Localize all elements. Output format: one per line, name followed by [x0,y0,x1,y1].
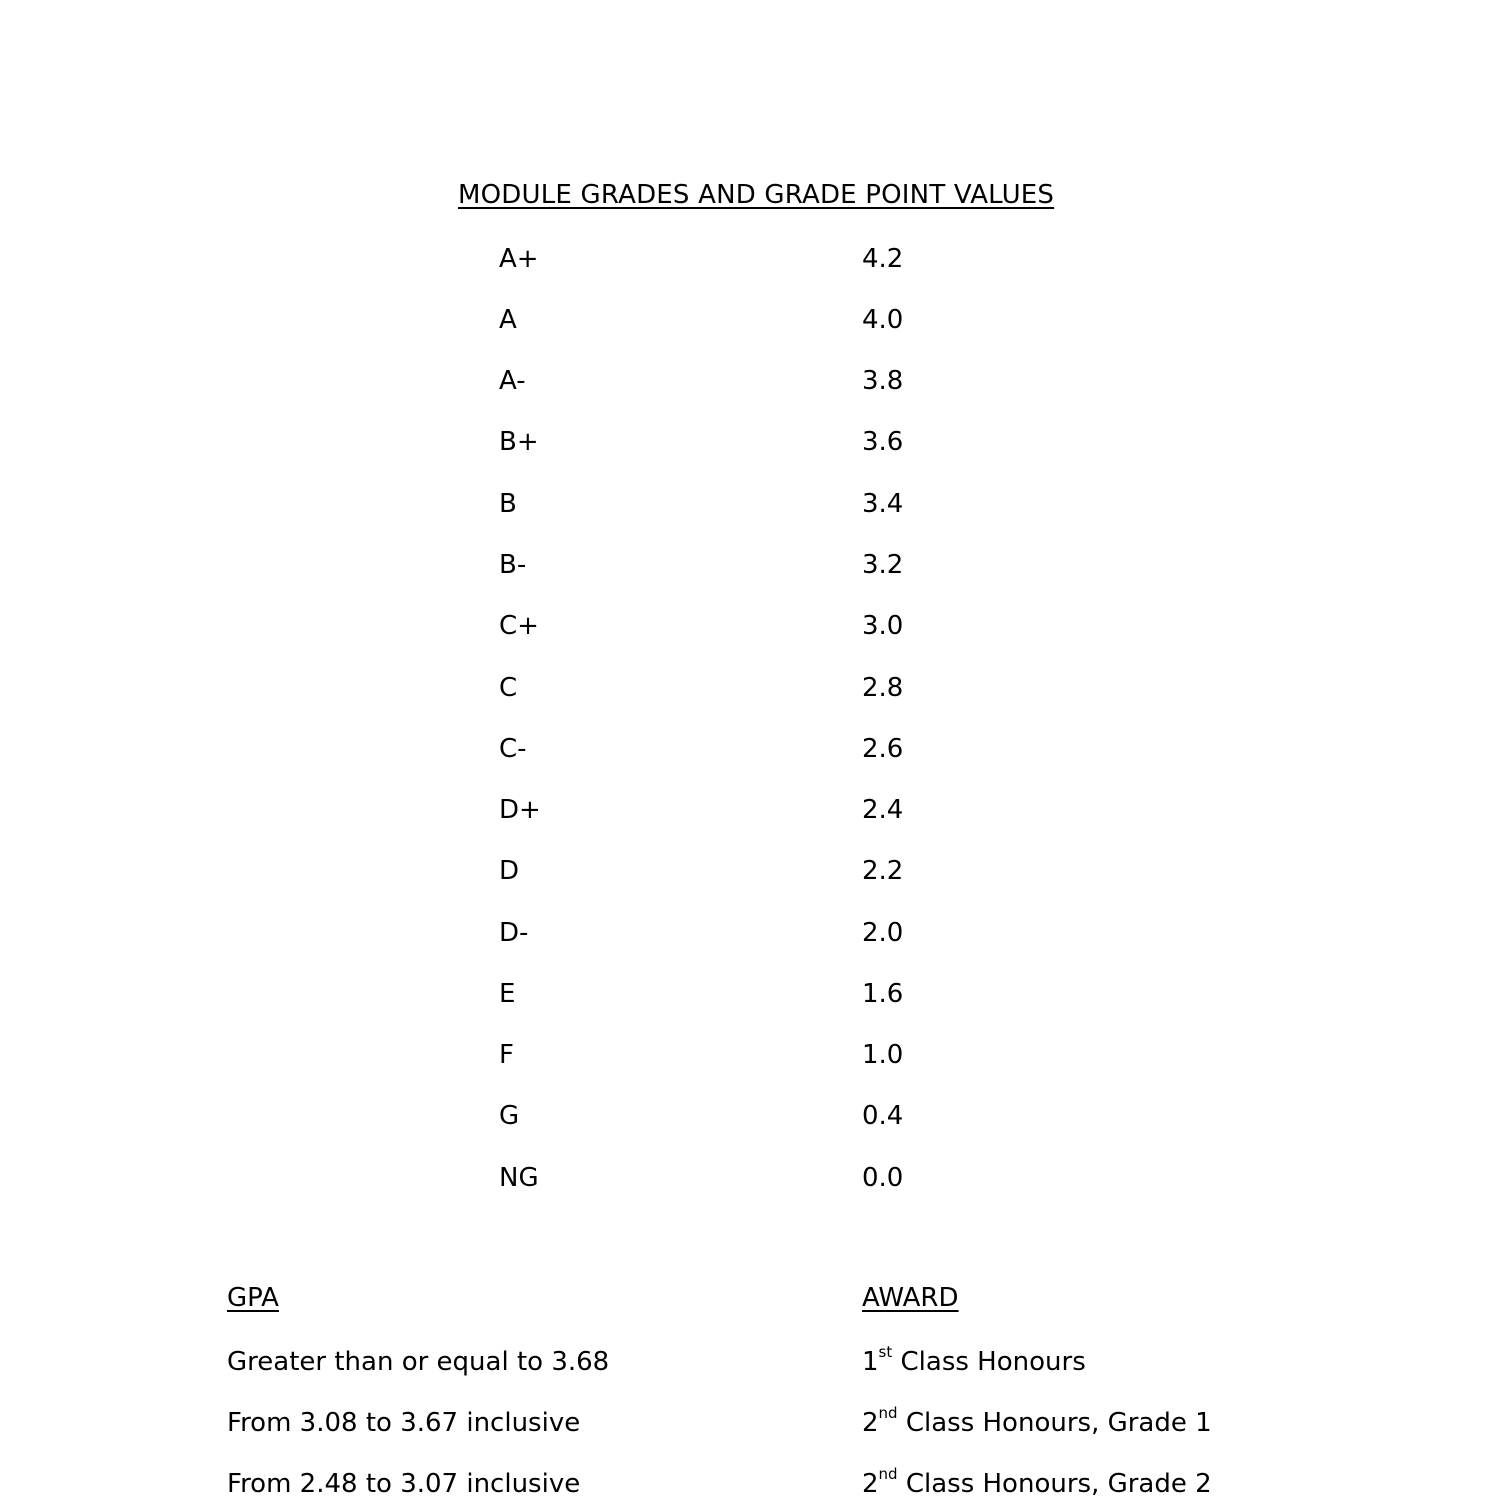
grade-letter: NG [499,1163,539,1193]
award-row [0,1404,1500,1444]
gpa-column-header: GPA [227,1283,279,1313]
award-name [862,1343,1086,1377]
grade-point-value: 3.0 [862,611,904,641]
grade-letter: F [499,1040,514,1070]
grade-row [0,1040,1500,1076]
page-title: MODULE GRADES AND GRADE POINT VALUES [458,180,1055,210]
award-label: Class Honours, Grade 1 [897,1408,1212,1438]
grade-letter: B [499,489,517,519]
grade-letter: A+ [499,244,539,274]
grade-point-value: 2.0 [862,918,904,948]
grade-letter: C- [499,734,527,764]
grade-point-value: 3.2 [862,550,904,580]
grade-row [0,795,1500,831]
grade-letter: C+ [499,611,539,641]
grade-row [0,244,1500,280]
grade-letter: D [499,856,520,886]
award-ordinal-number: 2 [862,1469,879,1499]
award-ordinal-suffix: nd [878,1404,898,1422]
grade-row [0,856,1500,892]
grade-point-value: 1.6 [862,979,904,1009]
grade-point-value: 0.0 [862,1163,904,1193]
grade-row [0,611,1500,647]
award-label: Class Honours, Grade 2 [897,1469,1212,1499]
grade-letter: G [499,1101,520,1131]
grade-letter: B+ [499,427,539,457]
grade-point-value: 0.4 [862,1101,904,1131]
gpa-range: From 2.48 to 3.07 inclusive [227,1469,581,1499]
award-ordinal-number: 1 [862,1347,879,1377]
award-name [862,1404,1212,1438]
grade-point-value: 4.0 [862,305,904,335]
grade-point-value: 3.6 [862,427,904,457]
grade-point-value: 3.4 [862,489,904,519]
grade-row [0,1163,1500,1199]
grade-point-value: 3.8 [862,366,904,396]
grade-letter: D- [499,918,529,948]
grade-point-value: 2.2 [862,856,904,886]
grade-point-value: 2.4 [862,795,904,825]
grade-letter: D+ [499,795,541,825]
grade-letter: B- [499,550,527,580]
award-ordinal-number: 2 [862,1408,879,1438]
grade-row [0,489,1500,525]
grade-row [0,979,1500,1015]
grade-point-value: 4.2 [862,244,904,274]
grade-row [0,550,1500,586]
award-ordinal-suffix: nd [878,1465,898,1483]
grade-point-value: 2.6 [862,734,904,764]
grade-letter: E [499,979,516,1009]
grade-row [0,673,1500,709]
grade-row [0,918,1500,954]
award-ordinal-suffix: st [878,1343,893,1361]
award-column-header: AWARD [862,1283,959,1313]
gpa-range: Greater than or equal to 3.68 [227,1347,610,1377]
grade-point-value: 1.0 [862,1040,904,1070]
grade-letter: A- [499,366,526,396]
award-name [862,1465,1212,1499]
grade-row [0,1101,1500,1137]
grade-letter: C [499,673,518,703]
award-row [0,1343,1500,1383]
grade-point-value: 2.8 [862,673,904,703]
grade-row [0,366,1500,402]
award-label: Class Honours [892,1347,1086,1377]
grade-row [0,305,1500,341]
gpa-range: From 3.08 to 3.67 inclusive [227,1408,581,1438]
grade-letter: A [499,305,517,335]
grade-row [0,427,1500,463]
grade-row [0,734,1500,770]
